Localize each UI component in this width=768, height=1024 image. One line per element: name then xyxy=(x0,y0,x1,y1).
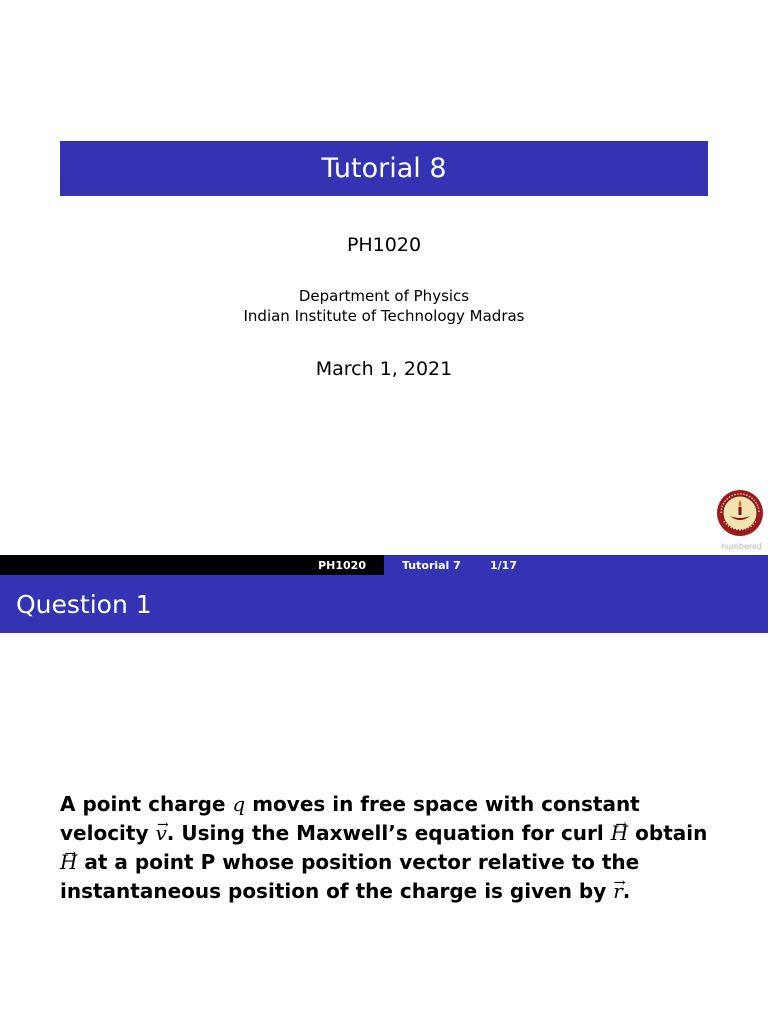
title-bar xyxy=(60,141,708,196)
footer-author: PH1020 xyxy=(318,558,366,572)
subtitle: PH1020 xyxy=(346,234,422,256)
iit-madras-logo xyxy=(716,489,764,537)
position-vector-symbol: → r xyxy=(613,877,623,906)
velocity-vector-symbol: → v xyxy=(155,819,166,848)
question-text-part: at a point P whose position vector relative to the instantaneous position of the charge is given by xyxy=(60,850,640,903)
date: March 1, 2021 xyxy=(315,358,453,380)
institute: Indian Institute of Technology Madras xyxy=(243,307,525,325)
question-slide xyxy=(0,575,768,1024)
slide-title: Tutorial 8 xyxy=(321,153,447,184)
question-text-part: . Using the Maxwell’s equation for curl xyxy=(166,821,611,845)
charge-symbol: q xyxy=(232,792,246,816)
question-text-part: moves in free space with constant velocity xyxy=(60,792,640,845)
footer-left xyxy=(0,555,384,575)
footer-page-number: 1/17 xyxy=(490,558,517,572)
question-text xyxy=(60,790,710,906)
question-text-part: obtain xyxy=(628,821,708,845)
footer-bar xyxy=(0,555,768,575)
question-text-part: A point charge xyxy=(60,792,233,816)
footer-short-title: Tutorial 7 xyxy=(402,558,461,572)
numbered-label: numbered xyxy=(720,542,762,551)
footer-right xyxy=(384,555,768,575)
department: Department of Physics xyxy=(298,287,470,305)
h-field-vector-symbol: → H xyxy=(60,848,77,877)
frame-title: Question 1 xyxy=(16,589,152,619)
question-text-part: . xyxy=(622,879,631,903)
h-field-vector-symbol: → H xyxy=(611,819,628,848)
frame-title-bar xyxy=(0,575,768,633)
